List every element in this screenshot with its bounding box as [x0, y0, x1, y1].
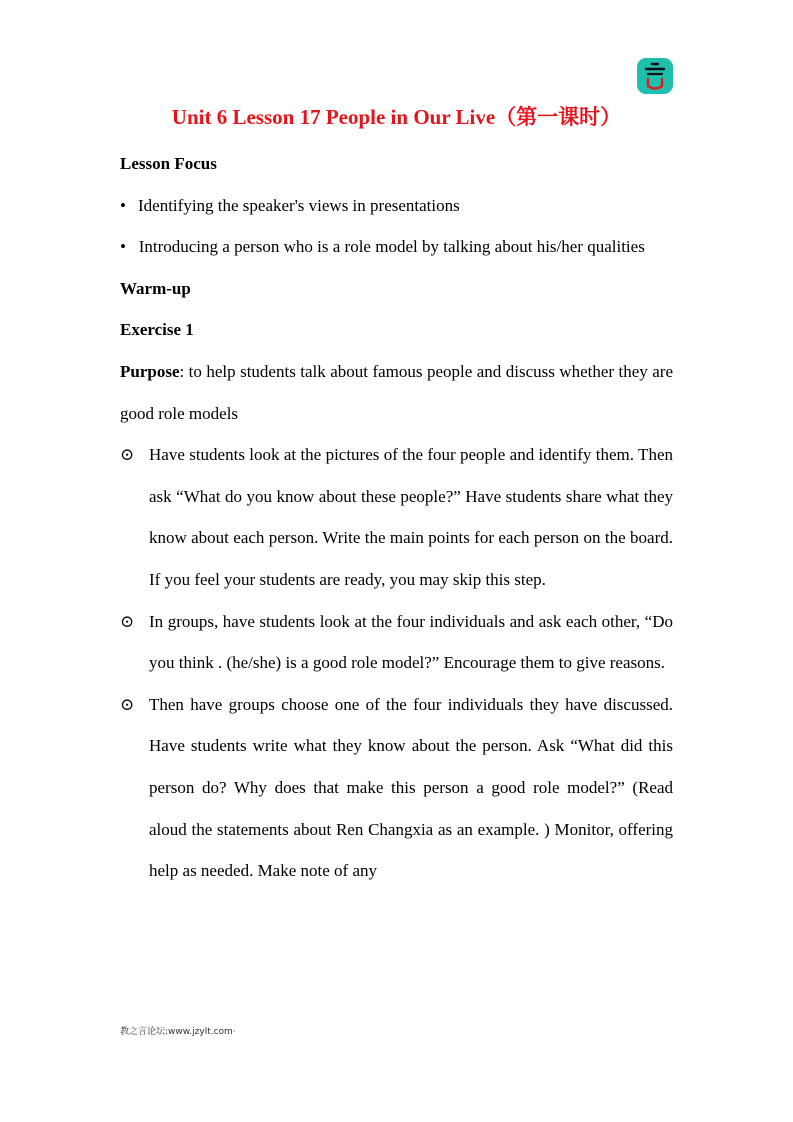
lesson-focus-heading: Lesson Focus — [120, 154, 217, 173]
focus-item — [120, 185, 673, 227]
circle-dot-icon: ⊙ — [120, 611, 135, 631]
purpose-label: Purpose — [120, 361, 180, 381]
focus-item-text: Identifying the speaker's views in presentations — [138, 195, 460, 215]
step-item — [120, 684, 673, 892]
step-item — [120, 434, 673, 600]
focus-item-text: Introducing a person who is a role model by talking about his/her qualities — [138, 237, 645, 257]
site-logo — [637, 58, 673, 94]
page-title: Unit 6 Lesson 17 People in Our Live（第一课时） — [171, 105, 622, 129]
circle-dot-icon: ⊙ — [120, 445, 135, 465]
purpose-paragraph — [120, 351, 673, 434]
bullet-icon: • — [120, 195, 126, 215]
bullet-icon: • — [120, 237, 126, 257]
purpose-text: : to help students talk about famous people and discuss whether they are good role models — [120, 361, 673, 423]
step-text: Then have groups choose one of the four individuals they have discussed. Have students write what they know about the person. Ask “What did this person do? Why does that make this person a good role model?” (Read aloud the statements about Ren Changxia as an example. ) Monitor, offering help as needed. Make note of any — [149, 694, 673, 881]
lesson-content — [120, 143, 673, 892]
circle-dot-icon: ⊙ — [120, 694, 135, 714]
footer-watermark: 教之言论坛:www.jzylt.com· — [120, 1027, 236, 1037]
step-text: In groups, have students look at the four individuals and ask each other, “Do you think . (he/she) is a good role model?” Encourage them to give reasons. — [149, 611, 673, 673]
exercise-heading: Exercise 1 — [120, 320, 194, 340]
warm-up-heading: Warm-up — [120, 278, 191, 298]
yan-character-logo-icon — [637, 58, 673, 94]
step-text: Have students look at the pictures of the four people and identify them. Then ask “What do you know about these people?” Have students share what they know about each person. Write the main points for each person on the board. If you feel your students are ready, you may skip this step. — [149, 445, 673, 589]
step-item — [120, 601, 673, 684]
focus-item — [120, 226, 673, 268]
